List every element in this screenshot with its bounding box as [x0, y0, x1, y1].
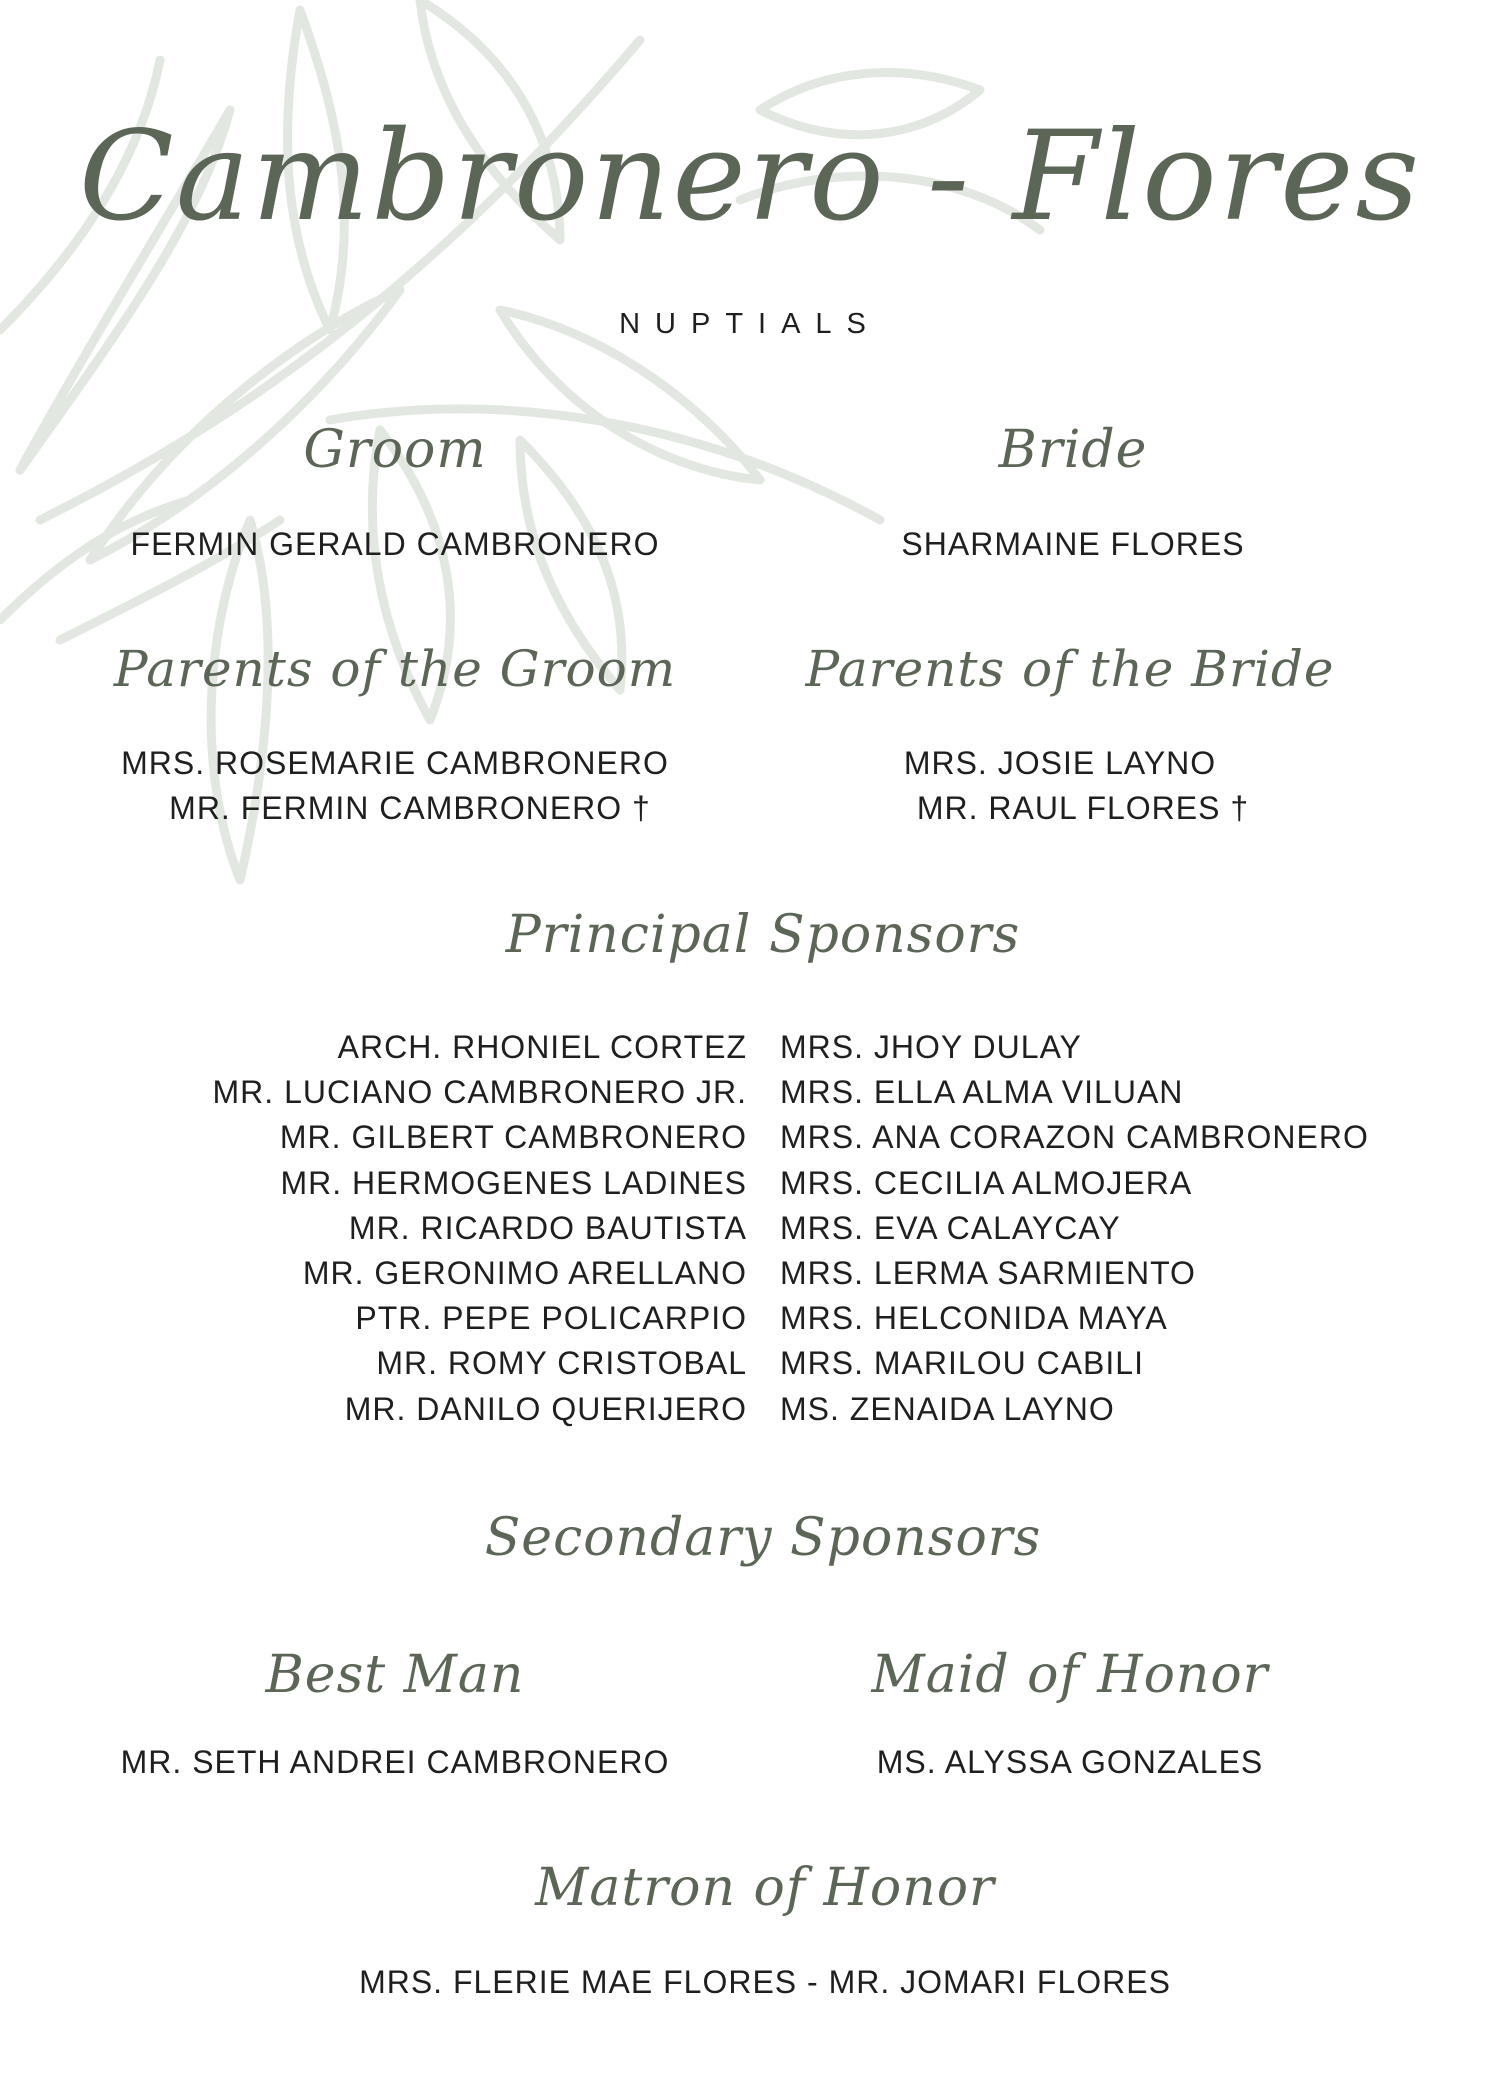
list-item: PTR. PEPE POLICARPIO	[355, 1300, 747, 1337]
best-man-heading: Best Man	[265, 1645, 525, 1705]
list-item: MRS. LERMA SARMIENTO	[780, 1255, 1196, 1292]
list-item: MRS. CECILIA ALMOJERA	[780, 1164, 1193, 1201]
secondary-sponsors-heading: Secondary Sponsors	[484, 1508, 1042, 1568]
bride-parents-heading: Parents of the Bride	[805, 640, 1335, 698]
groom-name: FERMIN GERALD CAMBRONERO	[130, 526, 660, 562]
list-item: MRS. HELCONIDA MAYA	[780, 1300, 1168, 1337]
maid-of-honor-name: MS. ALYSSA GONZALES	[876, 1744, 1264, 1780]
list-item: MR. GERONIMO ARELLANO	[302, 1255, 747, 1292]
bride-name: SHARMAINE FLORES	[901, 526, 1245, 562]
bride-parent-father: MR. RAUL FLORES †	[916, 790, 1250, 826]
list-item: MRS. MARILOU CABILI	[780, 1345, 1144, 1382]
maid-of-honor-heading: Maid of Honor	[871, 1645, 1269, 1705]
principal-sponsors-heading: Principal Sponsors	[505, 905, 1021, 965]
list-item: ARCH. RHONIEL CORTEZ	[337, 1029, 747, 1065]
list-item: MRS. JHOY DULAY	[780, 1029, 1082, 1065]
list-item: MR. DANILO QUERIJERO	[344, 1390, 747, 1427]
nuptials-subtitle: NUPTIALS	[619, 308, 881, 340]
list-item: MRS. EVA CALAYCAY	[780, 1209, 1121, 1246]
list-item: MR. HERMOGENES LADINES	[280, 1164, 747, 1201]
bride-parent-mother: MRS. JOSIE LAYNO	[903, 745, 1217, 781]
list-item: MR. ROMY CRISTOBAL	[376, 1345, 747, 1382]
groom-parent-mother: MRS. ROSEMARIE CAMBRONERO	[121, 745, 669, 781]
list-item: MS. ZENAIDA LAYNO	[780, 1390, 1115, 1427]
couple-title: Cambronero - Flores	[78, 105, 1422, 249]
list-item: MRS. ANA CORAZON CAMBRONERO	[780, 1119, 1369, 1156]
groom-parent-father: MR. FERMIN CAMBRONERO †	[169, 790, 651, 826]
best-man-name: MR. SETH ANDREI CAMBRONERO	[120, 1744, 670, 1780]
list-item: MR. LUCIANO CAMBRONERO JR.	[212, 1074, 747, 1111]
bride-heading: Bride	[998, 420, 1148, 480]
principal-sponsors-left-column	[213, 1025, 747, 1432]
principal-sponsors-right-column	[780, 1025, 1369, 1432]
groom-heading: Groom	[303, 420, 487, 480]
matron-of-honor-heading: Matron of Honor	[535, 1858, 995, 1918]
groom-parents-heading: Parents of the Groom	[113, 640, 677, 698]
list-item: MRS. ELLA ALMA VILUAN	[780, 1074, 1184, 1111]
list-item: MR. RICARDO BAUTISTA	[348, 1209, 747, 1246]
matron-of-honor-name: MRS. FLERIE MAE FLORES - MR. JOMARI FLORES	[359, 1964, 1171, 2000]
list-item: MR. GILBERT CAMBRONERO	[279, 1119, 747, 1156]
